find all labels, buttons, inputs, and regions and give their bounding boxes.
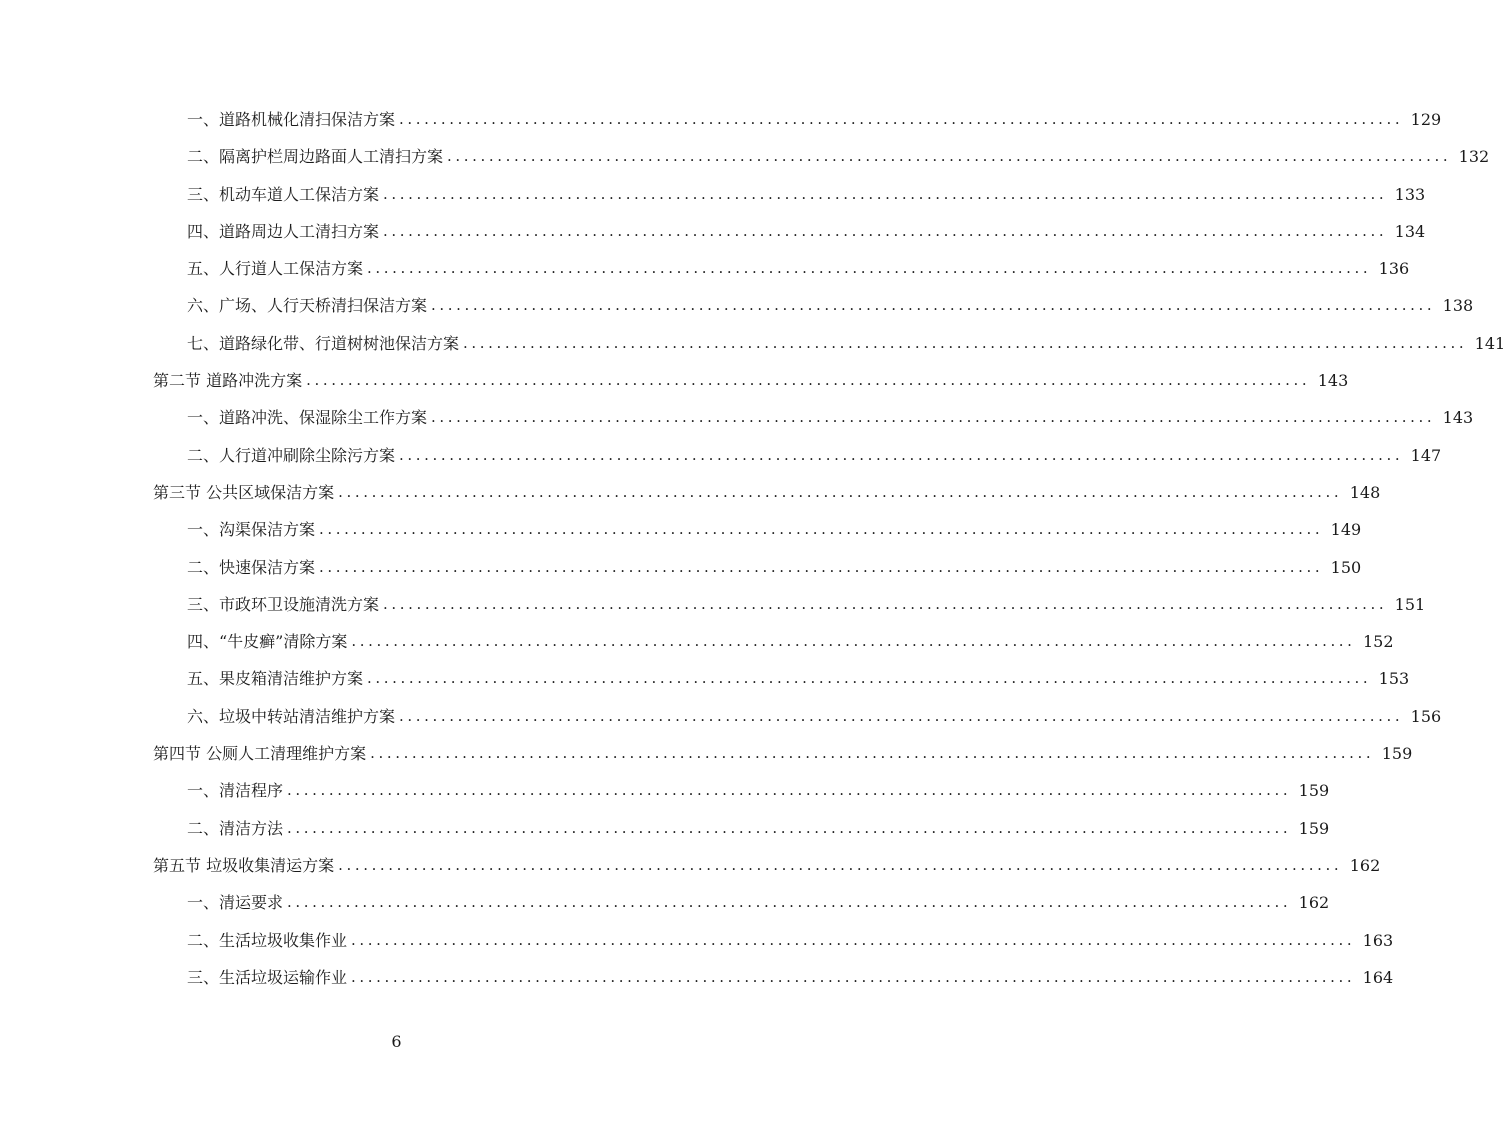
toc-entry-title: 三、机动车道人工保洁方案 [187,184,380,204]
toc-entry-page: 132 [1458,147,1490,167]
toc-dot-leader: ........................................................................................................................ [367,259,1372,278]
toc-dot-leader: ........................................................................................................................ [399,110,1404,128]
toc-dot-leader: ........................................................................................................................ [399,706,1404,725]
toc-dot-leader: ........................................................................................................................ [287,893,1292,912]
toc-entry-title: 二、快速保洁方案 [187,557,316,577]
toc-entry[interactable] [0,437,1442,474]
toc-entry[interactable] [0,399,1474,436]
toc-entry-title: 二、清洁方法 [187,818,284,838]
toc-entry-title: 第五节 垃圾收集清运方案 [153,855,335,875]
toc-entry-page: 162 [1349,855,1381,875]
toc-entry-title: 第二节 道路冲洗方案 [153,371,303,391]
toc-entry-page: 156 [1410,706,1442,726]
toc-entry[interactable] [0,959,1394,996]
toc-dot-leader: ........................................................................................................................ [319,520,1324,539]
toc-entry-page: 152 [1363,632,1394,652]
toc-entry[interactable] [0,213,1426,250]
toc-entry[interactable] [0,511,1362,548]
toc-entry-title: 三、生活垃圾运输作业 [187,967,348,987]
toc-dot-leader: ........................................................................................................................ [287,781,1292,800]
toc-entry[interactable] [0,586,1426,623]
toc-entry-page: 147 [1410,445,1442,465]
toc-dot-leader: ........................................................................................................................ [319,557,1324,576]
toc-dot-leader: ........................................................................................................................ [383,221,1388,240]
toc-entry-page: 159 [1298,781,1330,801]
toc-entry-page: 150 [1330,557,1362,577]
toc-entry[interactable] [0,325,1505,362]
toc-entry[interactable] [0,772,1330,809]
toc-entry[interactable] [0,101,1442,138]
toc-section-entry[interactable] [0,735,1413,772]
toc-entry-title: 二、隔离护栏周边路面人工清扫方案 [187,147,444,167]
toc-section-entry[interactable] [0,847,1381,884]
toc-dot-leader: ........................................................................................................................ [383,184,1388,203]
toc-entry-page: 133 [1394,184,1426,204]
toc-entry[interactable] [0,549,1362,586]
toc-entry[interactable] [0,660,1410,697]
toc-entry-page: 129 [1410,110,1442,129]
toc-dot-leader: ........................................................................................................................ [338,855,1343,874]
toc-entry[interactable] [0,623,1394,660]
toc-entry-title: 六、垃圾中转站清洁维护方案 [187,706,396,726]
toc-entry-page: 162 [1298,893,1330,913]
toc-entry-page: 164 [1362,967,1394,987]
toc-entry[interactable] [0,884,1330,921]
toc-entry-title: 三、市政环卫设施清洗方案 [187,594,380,614]
toc-entry[interactable] [0,250,1410,287]
toc-entry-page: 153 [1378,669,1410,689]
toc-entry-page: 149 [1330,520,1362,540]
toc-dot-leader: ........................................................................................................................ [351,632,1356,651]
toc-entry-title: 六、广场、人行天桥清扫保洁方案 [187,296,428,316]
toc-entry[interactable] [0,922,1394,959]
toc-entry-page: 143 [1442,408,1474,428]
toc-entry-title: 四、“牛皮癣”清除方案 [187,632,348,652]
toc-entry-title: 一、沟渠保洁方案 [187,520,316,540]
toc-entry[interactable] [0,287,1474,324]
toc-entry-page: 163 [1362,930,1394,950]
toc-entry-title: 五、人行道人工保洁方案 [187,259,364,279]
toc-dot-leader: ........................................................................................................................ [399,445,1404,464]
page-number: 6 [391,1032,402,1051]
toc-entry-title: 五、果皮箱清洁维护方案 [187,669,364,689]
toc-entry-page: 136 [1378,259,1410,279]
table-of-contents [0,101,1505,996]
toc-entry-title: 一、道路冲洗、保湿除尘工作方案 [187,408,428,428]
toc-entry-title: 二、生活垃圾收集作业 [187,930,348,950]
toc-entry[interactable] [0,810,1330,847]
toc-entry[interactable] [0,176,1426,213]
toc-dot-leader: ........................................................................................................................ [351,930,1356,949]
toc-entry-title: 二、人行道冲刷除尘除污方案 [187,445,396,465]
toc-entry-page: 134 [1394,221,1426,241]
toc-dot-leader: ........................................................................................................................ [287,818,1292,837]
toc-dot-leader: ........................................................................................................................ [370,744,1375,763]
toc-section-entry[interactable] [0,362,1349,399]
toc-dot-leader: ........................................................................................................................ [431,408,1436,427]
toc-entry-page: 151 [1394,594,1426,614]
toc-entry[interactable] [0,698,1442,735]
toc-entry-page: 143 [1317,371,1349,391]
toc-entry-page: 159 [1298,818,1330,838]
toc-entry-title: 第四节 公厕人工清理维护方案 [153,744,367,764]
toc-entry-title: 一、清洁程序 [187,781,284,801]
toc-entry-title: 一、清运要求 [187,893,284,913]
toc-entry-title: 七、道路绿化带、行道树树池保洁方案 [187,333,460,353]
toc-entry-title: 一、道路机械化清扫保洁方案 [187,110,396,129]
toc-dot-leader: ........................................................................................................................ [367,669,1372,688]
toc-section-entry[interactable] [0,474,1381,511]
toc-dot-leader: ........................................................................................................................ [463,333,1468,352]
toc-entry-page: 148 [1349,482,1381,502]
toc-dot-leader: ........................................................................................................................ [383,594,1388,613]
toc-dot-leader: ........................................................................................................................ [306,371,1311,390]
toc-entry-page: 138 [1442,296,1474,316]
toc-entry-page: 159 [1381,744,1413,764]
toc-dot-leader: ........................................................................................................................ [338,482,1343,501]
toc-entry-title: 第三节 公共区域保洁方案 [153,482,335,502]
toc-dot-leader: ........................................................................................................................ [431,296,1436,315]
toc-dot-leader: ........................................................................................................................ [351,967,1356,986]
toc-entry-page: 141 [1474,333,1505,353]
toc-entry[interactable] [0,138,1490,175]
toc-dot-leader: ........................................................................................................................ [447,147,1452,166]
toc-entry-title: 四、道路周边人工清扫方案 [187,221,380,241]
